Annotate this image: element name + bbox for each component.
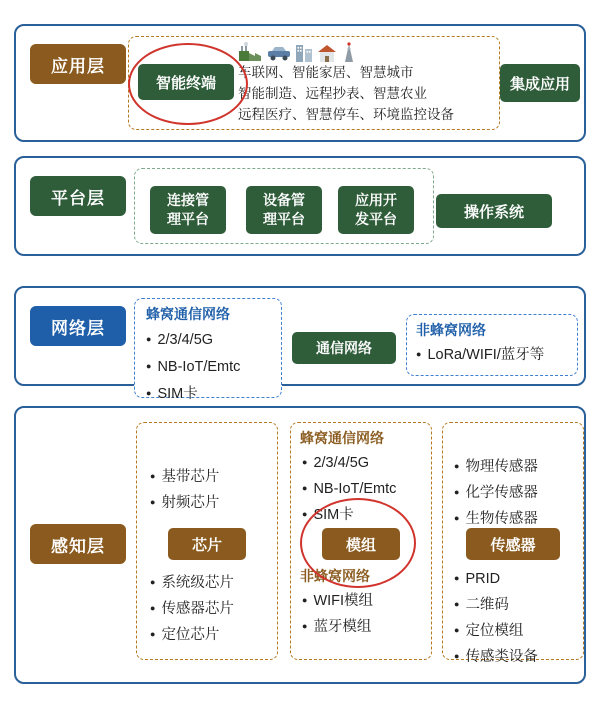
chip-bottom-list	[150, 570, 234, 648]
list-item: ● 物理传感器	[454, 454, 538, 480]
list-item: ● 二维码	[454, 592, 538, 618]
module-pill[interactable]: 模组	[322, 528, 400, 560]
list-item: ● 2/3/4/5G	[302, 450, 396, 476]
list-item: ● 化学传感器	[454, 480, 538, 506]
application-description-line-3: 远程医疗、智慧停车、环境监控设备	[238, 107, 454, 122]
list-item: ● 定位芯片	[150, 622, 234, 648]
list-item: ● 生物传感器	[454, 506, 538, 532]
network-cellular-list	[146, 326, 240, 407]
application-description-line-1: 车联网、智能家居、智慧城市	[238, 65, 414, 80]
communication-network-pill[interactable]: 通信网络	[292, 332, 396, 364]
list-item: ● 蓝牙模组	[302, 614, 373, 640]
sensing-layer-title: 感知层	[30, 524, 126, 564]
application-development-platform-pill[interactable]	[338, 186, 414, 234]
module-noncellular-list	[302, 588, 373, 640]
integrated-application-pill[interactable]: 集成应用	[500, 64, 580, 102]
operating-system-pill[interactable]: 操作系统	[436, 194, 552, 228]
list-item: ● NB-IoT/Emtc	[302, 476, 396, 502]
module-cellular-list	[302, 450, 396, 528]
list-item: ● PRID	[454, 566, 538, 592]
application-icons-row	[238, 40, 458, 62]
list-item: ● LoRa/WIFI/蓝牙等	[416, 342, 544, 367]
module-cellular-title: 蜂窝通信网络	[300, 430, 384, 446]
list-item: ● 定位模组	[454, 618, 538, 644]
list-item: ● NB-IoT/Emtc	[146, 353, 240, 380]
application-layer-title: 应用层	[30, 44, 126, 84]
module-noncellular-title: 非蜂窝网络	[300, 568, 370, 584]
sensor-bottom-list	[454, 566, 538, 670]
application-description	[238, 62, 488, 125]
network-noncellular-list	[416, 342, 544, 367]
network-layer-title: 网络层	[30, 306, 126, 346]
factory-icon	[238, 42, 264, 62]
tower-icon	[340, 42, 358, 62]
house-icon	[317, 44, 337, 62]
list-item: ● 传感类设备	[454, 644, 538, 670]
device-management-platform-label: 设备管 理平台	[263, 192, 305, 227]
device-management-platform-pill[interactable]	[246, 186, 322, 234]
chip-pill[interactable]: 芯片	[168, 528, 246, 560]
list-item: ● 射频芯片	[150, 490, 219, 516]
network-cellular-title: 蜂窝通信网络	[146, 306, 230, 322]
sensor-top-list	[454, 454, 538, 532]
list-item: ● 基带芯片	[150, 464, 219, 490]
list-item: ● WIFI模组	[302, 588, 373, 614]
list-item: ● SIM卡	[146, 380, 240, 407]
network-noncellular-title: 非蜂窝网络	[416, 322, 486, 338]
list-item: ● 传感器芯片	[150, 596, 234, 622]
application-development-platform-label: 应用开 发平台	[355, 192, 397, 227]
list-item: ● SIM卡	[302, 502, 396, 528]
list-item: ● 系统级芯片	[150, 570, 234, 596]
application-description-line-2: 智能制造、远程抄表、智慧农业	[238, 86, 427, 101]
chip-top-list	[150, 464, 219, 516]
list-item: ● 2/3/4/5G	[146, 326, 240, 353]
smart-terminal-pill[interactable]: 智能终端	[138, 64, 234, 100]
connection-management-platform-pill[interactable]	[150, 186, 226, 234]
platform-layer-title: 平台层	[30, 176, 126, 216]
car-icon	[267, 44, 291, 62]
connection-management-platform-label: 连接管 理平台	[167, 192, 209, 227]
sensor-pill[interactable]: 传感器	[466, 528, 560, 560]
building-icon	[294, 42, 314, 62]
